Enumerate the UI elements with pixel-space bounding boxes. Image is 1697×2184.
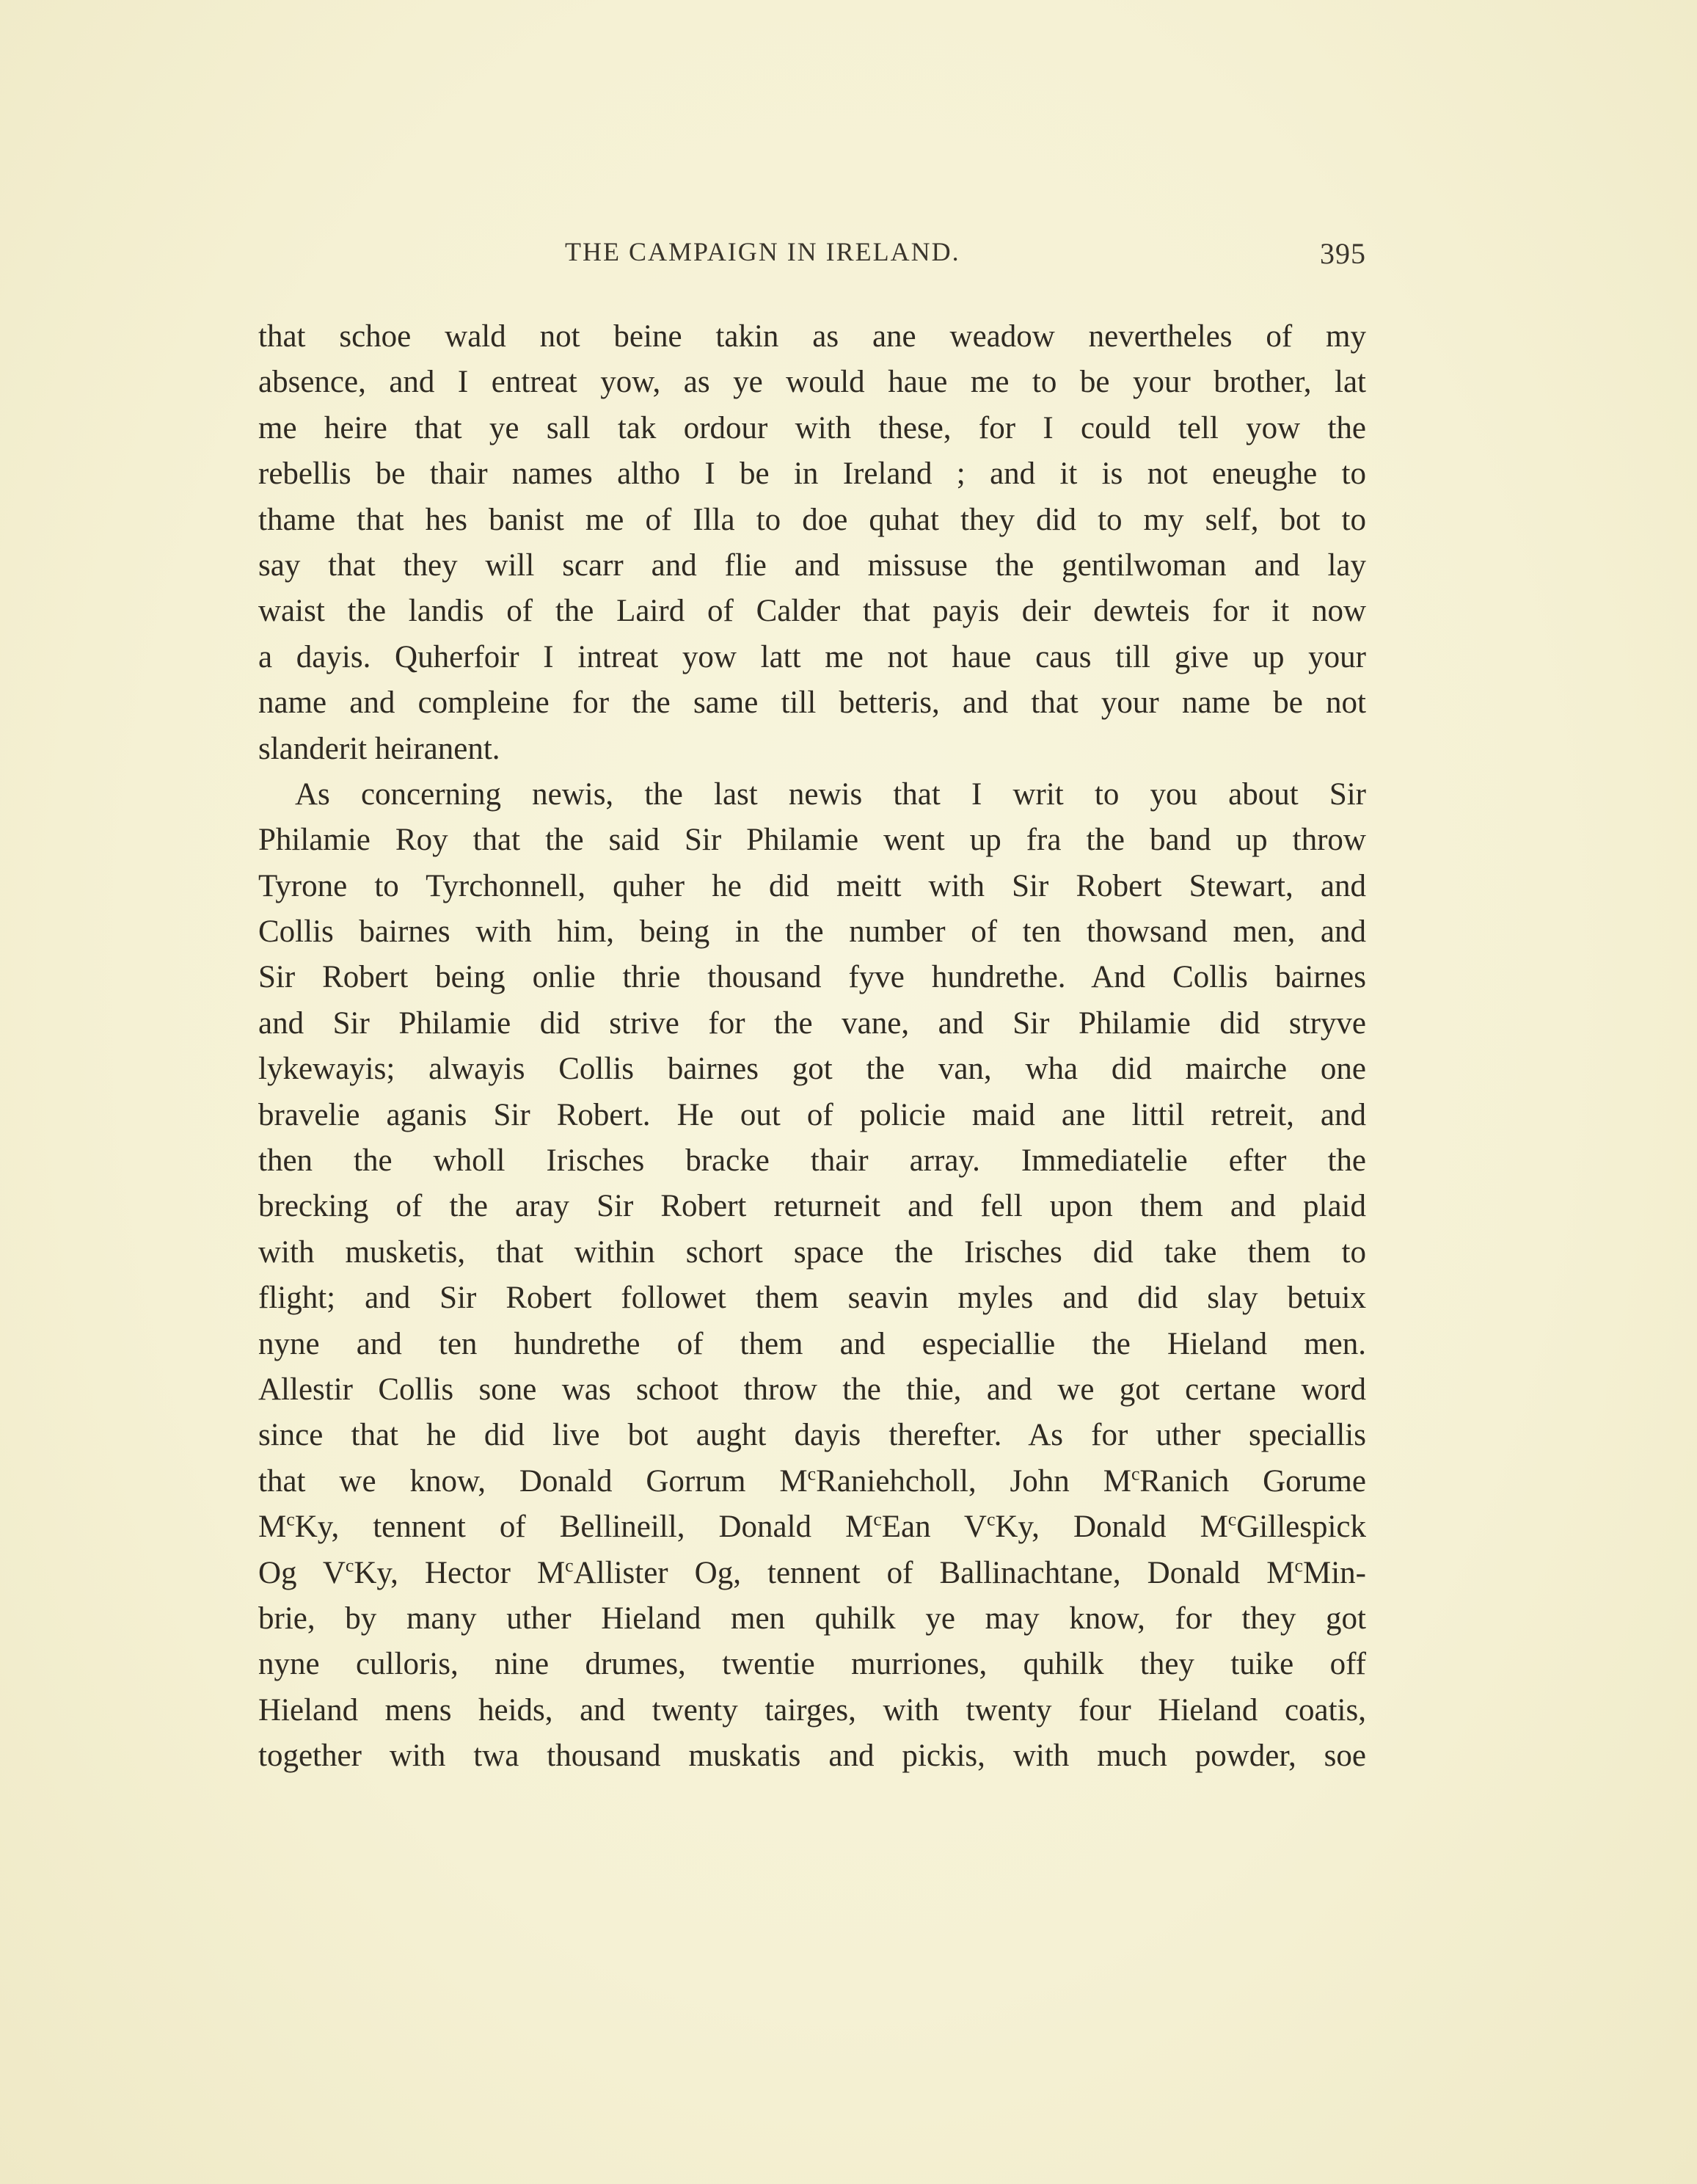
text-line: flight; and Sir Robert followet them seavin myles and did slay betuix bbox=[258, 1281, 1366, 1316]
text-line: brecking of the aray Sir Robert returneit and fell upon them and plaid bbox=[258, 1189, 1366, 1224]
text-line: since that he did live bot aught dayis therefter. As for uther speciallis bbox=[258, 1418, 1366, 1453]
text-line: then the wholl Irisches bracke thair array. Immediatelie efter the bbox=[258, 1143, 1366, 1179]
running-title: THE CAMPAIGN IN IRELAND. bbox=[565, 237, 960, 266]
text-line: name and compleine for the same till betteris, and that your name be not bbox=[258, 685, 1366, 721]
text-line: Hieland mens heids, and twenty tairges, with twenty four Hieland coatis, bbox=[258, 1692, 1366, 1728]
text-line: lykewayis; alwayis Collis bairnes got the van, wha did mairche one bbox=[258, 1052, 1366, 1087]
text-line: thame that hes banist me of Illa to doe quhat they did to my self, bot to bbox=[258, 502, 1366, 537]
text-line: Tyrone to Tyrchonnell, quher he did meitt with Sir Robert Stewart, and bbox=[258, 868, 1366, 903]
text-line: brie, by many uther Hieland men quhilk ye may know, for they got bbox=[258, 1601, 1366, 1636]
text-line: with musketis, that within schort space the Irisches did take them to bbox=[258, 1234, 1366, 1270]
paragraph-2 bbox=[258, 772, 1366, 1780]
text-line: nyne and ten hundrethe of them and especiallie the Hieland men. bbox=[258, 1326, 1366, 1361]
text-line: rebellis be thair names altho I be in Ireland ; and it is not eneughe to bbox=[258, 456, 1366, 492]
text-line: bravelie aganis Sir Robert. He out of policie maid ane littil retreit, and bbox=[258, 1097, 1366, 1132]
text-line: Allestir Collis sone was schoot throw the thie, and we got certane word bbox=[258, 1372, 1366, 1407]
text-line: slanderit heiranent. bbox=[258, 731, 500, 766]
text-line: Philamie Roy that the said Sir Philamie went up fra the band up throw bbox=[258, 823, 1366, 858]
text-line: $M^cKy$, tennent of Bellineill, Donald $M^cEan$ $V^cKy$, Donald $M^cGillespick$ bbox=[258, 1508, 1366, 1545]
paragraph-1 bbox=[258, 314, 1366, 772]
text-line: Sir Robert being onlie thrie thousand fyve hundrethe. And Collis bairnes bbox=[258, 960, 1366, 995]
text-line: together with twa thousand muskatis and pickis, with much powder, soe bbox=[258, 1739, 1366, 1774]
text-line: say that they will scarr and flie and missuse the gentilwoman and lay bbox=[258, 547, 1366, 583]
text-line: absence, and I entreat yow, as ye would haue me to be your brother, lat bbox=[258, 365, 1366, 400]
text-line: a dayis. Quherfoir I intreat yow latt me not haue caus till give up your bbox=[258, 639, 1366, 674]
text-line: Collis bairnes with him, being in the number of ten thowsand men, and bbox=[258, 914, 1366, 950]
page-number: 395 bbox=[1320, 237, 1366, 270]
text-line: waist the landis of the Laird of Calder that payis deir dewteis for it now bbox=[258, 594, 1366, 629]
text-line: As concerning newis, the last newis that I writ to you about Sir bbox=[295, 776, 1366, 812]
running-head bbox=[258, 236, 1366, 277]
text-line: nyne culloris, nine drumes, twentie murriones, quhilk they tuike off bbox=[258, 1647, 1366, 1682]
text-line: that schoe wald not beine takin as ane weadow nevertheles of my bbox=[258, 319, 1366, 354]
text-line: Og $V^cKy$, Hector $M^cAllister$ Og, tennent of Ballinachtane, Donald $M^cMin-$ bbox=[258, 1554, 1366, 1590]
text-line: and Sir Philamie did strive for the vane, and Sir Philamie did stryve bbox=[258, 1005, 1366, 1041]
body-text bbox=[258, 314, 1366, 1780]
text-line: me heire that ye sall tak ordour with these, for I could tell yow the bbox=[258, 410, 1366, 445]
text-line: that we know, Donald Gorrum $M^cRaniehcholl$, John $M^cRanich$ Gorume bbox=[258, 1463, 1367, 1499]
